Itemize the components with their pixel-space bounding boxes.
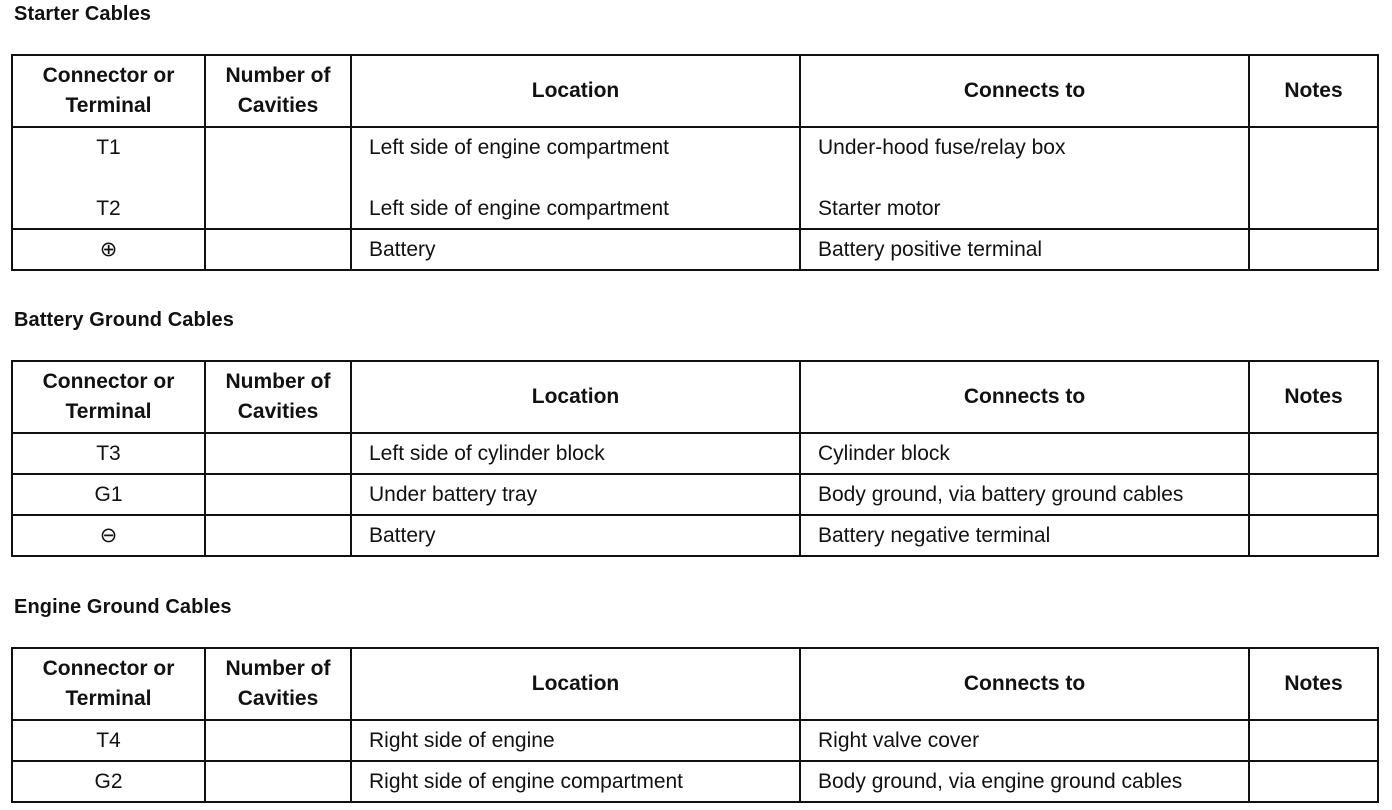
connector-text: G1 [94,482,123,506]
connector-cell [12,433,205,474]
connects-to-cell [800,229,1249,270]
location-text: Right side of engine compartment [369,769,684,793]
connector-cell [12,127,205,229]
location-cell [351,720,800,761]
starter-cables-table [11,54,1379,271]
header-row [12,55,1378,127]
connector-text: ⊕ [99,237,118,261]
table-row [12,433,1378,474]
cavities-header: Number of Cavities [205,55,351,127]
location-cell [351,127,800,229]
connector-header: Connector or Terminal [12,361,205,433]
battery-ground-cables-table [11,360,1379,557]
connects-to-header: Connects to [800,648,1249,720]
table-row [12,515,1378,556]
table-row [12,127,1378,229]
cavities-header: Number of Cavities [205,361,351,433]
connector-header: Connector or Terminal [12,648,205,720]
table-row [12,761,1378,802]
connects-to-text: Starter motor [818,196,941,220]
location-text: Left side of cylinder block [369,441,605,465]
notes-cell [1249,761,1378,802]
location-text: Battery [369,237,436,261]
table-row [12,474,1378,515]
notes-cell [1249,127,1378,229]
connector-cell [12,720,205,761]
connects-to-header: Connects to [800,361,1249,433]
cavities-cell [205,761,351,802]
location-text: Left side of engine compartment [369,196,670,220]
connects-to-cell [800,433,1249,474]
notes-header: Notes [1249,361,1378,433]
header-row [12,648,1378,720]
notes-cell [1249,433,1378,474]
cavities-cell [205,474,351,515]
cavities-cell [205,229,351,270]
location-cell [351,515,800,556]
connector-header: Connector or Terminal [12,55,205,127]
connects-to-cell [800,127,1249,229]
connects-to-cell [800,720,1249,761]
engine-ground-cables-table [11,647,1379,803]
cavities-header: Number of Cavities [205,648,351,720]
connects-to-cell [800,515,1249,556]
location-cell [351,229,800,270]
connects-to-text: Cylinder block [818,441,950,465]
header-row [12,361,1378,433]
notes-cell [1249,720,1378,761]
battery-ground-cables-title: Battery Ground Cables [14,309,234,331]
connector-cell [12,474,205,515]
connects-to-text: Battery positive terminal [818,237,1043,261]
cavities-cell [205,127,351,229]
engine-ground-cables-title: Engine Ground Cables [14,596,232,618]
connects-to-text: Body ground, via engine ground cables [818,769,1183,793]
table-row [12,229,1378,270]
connector-text: T2 [96,196,121,220]
connects-to-text: Right valve cover [818,728,980,752]
connector-text: T3 [96,441,121,465]
connector-text: T4 [96,728,121,752]
location-cell [351,474,800,515]
location-text: Left side of engine compartment [369,135,670,159]
connects-to-text: Body ground, via battery ground cables [818,482,1184,506]
connector-cell [12,515,205,556]
location-header: Location [351,361,800,433]
connects-to-cell [800,474,1249,515]
connector-cell [12,229,205,270]
connects-to-header: Connects to [800,55,1249,127]
connector-text: T1 [96,135,121,159]
table-row [12,720,1378,761]
connector-text: G2 [94,769,123,793]
notes-cell [1249,515,1378,556]
location-header: Location [351,648,800,720]
connector-text: ⊖ [99,523,118,547]
connects-to-cell [800,761,1249,802]
location-cell [351,761,800,802]
connects-to-text: Under-hood fuse/relay box [818,135,1066,159]
location-cell [351,433,800,474]
connector-cell [12,761,205,802]
location-text: Under battery tray [369,482,538,506]
location-text: Battery [369,523,436,547]
notes-cell [1249,229,1378,270]
notes-header: Notes [1249,55,1378,127]
location-header: Location [351,55,800,127]
connects-to-text: Battery negative terminal [818,523,1051,547]
cavities-cell [205,720,351,761]
cavities-cell [205,433,351,474]
cavities-cell [205,515,351,556]
notes-cell [1249,474,1378,515]
starter-cables-title: Starter Cables [14,3,152,25]
notes-header: Notes [1249,648,1378,720]
location-text: Right side of engine [369,728,555,752]
